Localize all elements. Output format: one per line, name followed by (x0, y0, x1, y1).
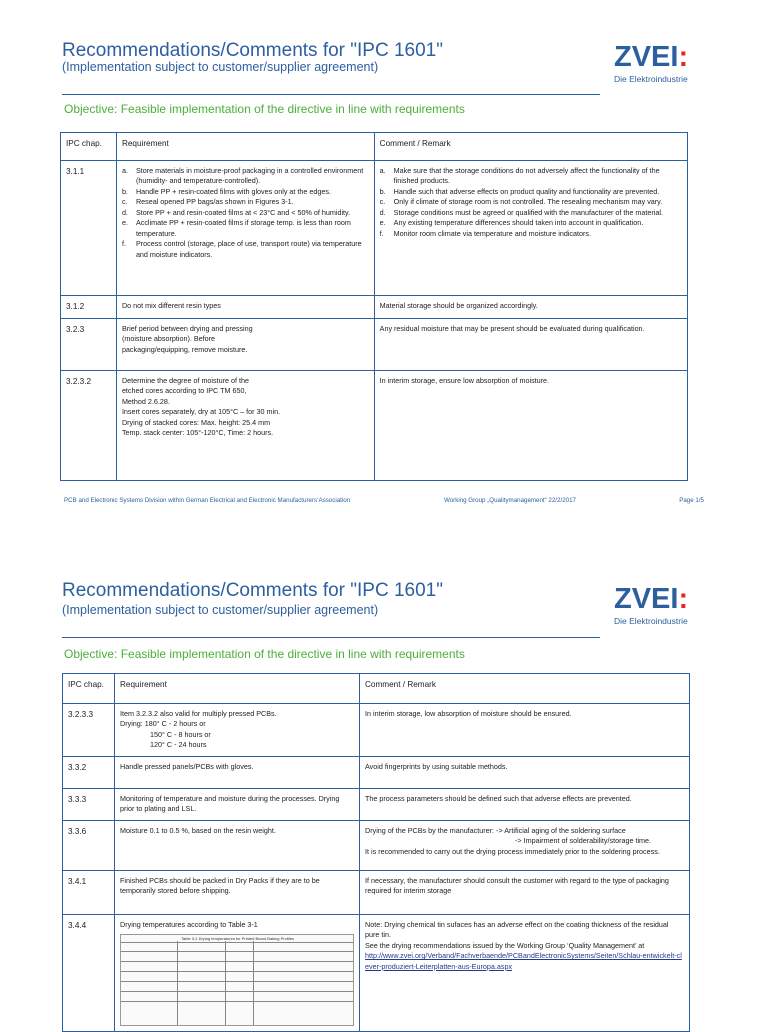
comment-cell: If necessary, the manufacturer should consult the customer with regard to the type of packaging required for interim storage (360, 870, 690, 914)
header-requirement: Requirement (116, 133, 374, 161)
requirement-cell: Do not mix different resin types (116, 296, 374, 319)
table-row (63, 788, 690, 820)
header-chap: IPC chap. (61, 133, 117, 161)
page-title: Recommendations/Comments for "IPC 1601" (62, 580, 443, 601)
table-row (61, 296, 688, 319)
comment-cell: a. Make sure that the storage conditions do not adversely affect the functionality of the finished products. b. Handle such that adverse effects on product quality and functionality are prevented. c. Only if climate of storage room is not controlled. The resealing mechanism may vary. d. Storage conditions must be agreed or qualified with the manufacturer of the material. e. Any existing temperature differences should taken into account in qualification. f. Monitor room climate via temperature and moisture indicators. (374, 161, 687, 296)
objective-text: Objective: Feasible implementation of the directive in line with requirements (64, 647, 465, 661)
page-footer (64, 497, 704, 504)
header-divider (62, 637, 600, 638)
requirement-cell: Item 3.2.3.2 also valid for multiply pressed PCBs. Drying: 180° C - 2 hours or 150° C - 8 hours or 120° C - 24 hours (115, 704, 360, 757)
chap-cell: 3.4.4 (63, 914, 115, 1031)
table-header-row (63, 674, 690, 704)
requirement-cell: a. Store materials in moisture-proof packaging in a controlled environment (humidity- and temperature-controlled). b. Handle PP + resin-coated films with gloves only at the edges. c. Reseal opened PP bags/as shown in Figures 3-1. d. Store PP + and resin-coated films at < 23°C and < 50% of humidity. e. Acclimate PP + resin-coated films if storage temp. is less than room temperature. f. Process control (storage, place of use, transport route) via temperature and moisture indicators. (116, 161, 374, 296)
table-row (61, 318, 688, 370)
chap-cell: 3.1.2 (61, 296, 117, 319)
footer-division: PCB and Electronic Systems Division within German Electrical and Electronic Manufacturers’Association (64, 497, 351, 504)
chap-cell: 3.3.2 (63, 756, 115, 788)
page-subtitle: (Implementation subject to customer/supplier agreement) (62, 60, 379, 74)
table-row (63, 914, 690, 1031)
page-2 (0, 530, 768, 1024)
zvei-logo: ZVEI: Die Elektroindustrie (614, 41, 689, 84)
requirement-cell: Handle pressed panels/PCBs with gloves. (115, 756, 360, 788)
table-row (63, 870, 690, 914)
requirement-cell: Moisture 0.1 to 0.5 %, based on the resin weight. (115, 820, 360, 870)
requirement-cell: Finished PCBs should be packed in Dry Packs if they are to be temporarily stored before shipping. (115, 870, 360, 914)
comment-cell: Note: Drying chemical tin sufaces has an adverse effect on the coating thickness of the residual pure tin. See the drying recommendations issued by the Working Group ‘Quality Management’ at http://www.zvei.org/Verband/Fachverbaende/PCBandElectronicSystems/Seiten/Schlau-entwickelt-clever-produziert-Leiterplatten-aus-Europa.aspx (360, 914, 690, 1031)
footer-working-group: Working Group „Qualitymanagement“ 22/2/2017 (444, 497, 576, 504)
header-comment: Comment / Remark (360, 674, 690, 704)
table-row (63, 820, 690, 870)
requirements-table (60, 132, 688, 481)
comment-cell: Drying of the PCBs by the manufacturer: -> Artificial aging of the soldering surface -> Impairment of solderability/storage time. It is recommended to carry out the drying process immediately prior to the soldering process. (360, 820, 690, 870)
header-comment: Comment / Remark (374, 133, 687, 161)
requirements-table (62, 673, 690, 1032)
chap-cell: 3.1.1 (61, 161, 117, 296)
page-subtitle: (Implementation subject to customer/supplier agreement) (62, 603, 379, 617)
header-requirement: Requirement (115, 674, 360, 704)
comment-cell: The process parameters should be defined such that adverse effects are prevented. (360, 788, 690, 820)
table-header-row (61, 133, 688, 161)
comment-cell: In interim storage, ensure low absorption of moisture. (374, 370, 687, 480)
comment-cell: In interim storage, low absorption of moisture should be ensured. (360, 704, 690, 757)
zvei-drying-recommendations-link[interactable]: http://www.zvei.org/Verband/Fachverbaende/PCBandElectronicSystems/Seiten/Schlau-entwickelt-clever-produziert-Leiterplatten-aus-Europa.aspx (365, 951, 682, 971)
comment-cell: Material storage should be organized accordingly. (374, 296, 687, 319)
chap-cell: 3.2.3.3 (63, 704, 115, 757)
requirement-cell: Monitoring of temperature and moisture during the processes. Drying prior to plating and LSL. (115, 788, 360, 820)
drying-temperature-table-image: Table 3-1 Drying temperatures for Printed Board Baking Profiles (120, 934, 354, 1026)
zvei-logo: ZVEI: Die Elektroindustrie (614, 583, 689, 626)
table-row (63, 756, 690, 788)
header-chap: IPC chap. (63, 674, 115, 704)
chap-cell: 3.4.1 (63, 870, 115, 914)
page-title: Recommendations/Comments for "IPC 1601" (62, 40, 443, 61)
requirement-cell: Drying temperatures according to Table 3-1 Table 3-1 Drying temperatures for Printed Board Baking Profiles (115, 914, 360, 1031)
comment-cell: Avoid fingerprints by using suitable methods. (360, 756, 690, 788)
table-row (61, 370, 688, 480)
objective-text: Objective: Feasible implementation of the directive in line with requirements (64, 102, 465, 116)
chap-cell: 3.3.3 (63, 788, 115, 820)
requirement-cell: Determine the degree of moisture of the etched cores according to IPC TM 650, Method 2.6.28. Insert cores separately, dry at 105°C – for 30 min. Drying of stacked cores: Max. height: 25.4 mm Temp. stack center: 105°-120°C, Time: 2 hours. (116, 370, 374, 480)
footer-page-number: Page 1/5 (679, 497, 704, 504)
chap-cell: 3.3.6 (63, 820, 115, 870)
table-row (63, 704, 690, 757)
chap-cell: 3.2.3 (61, 318, 117, 370)
table-row (61, 161, 688, 296)
comment-cell: Any residual moisture that may be present should be evaluated during qualification. (374, 318, 687, 370)
header-divider (62, 94, 600, 95)
requirement-cell: Brief period between drying and pressing (moisture absorption). Before packaging/equipping, remove moisture. (116, 318, 374, 370)
chap-cell: 3.2.3.2 (61, 370, 117, 480)
